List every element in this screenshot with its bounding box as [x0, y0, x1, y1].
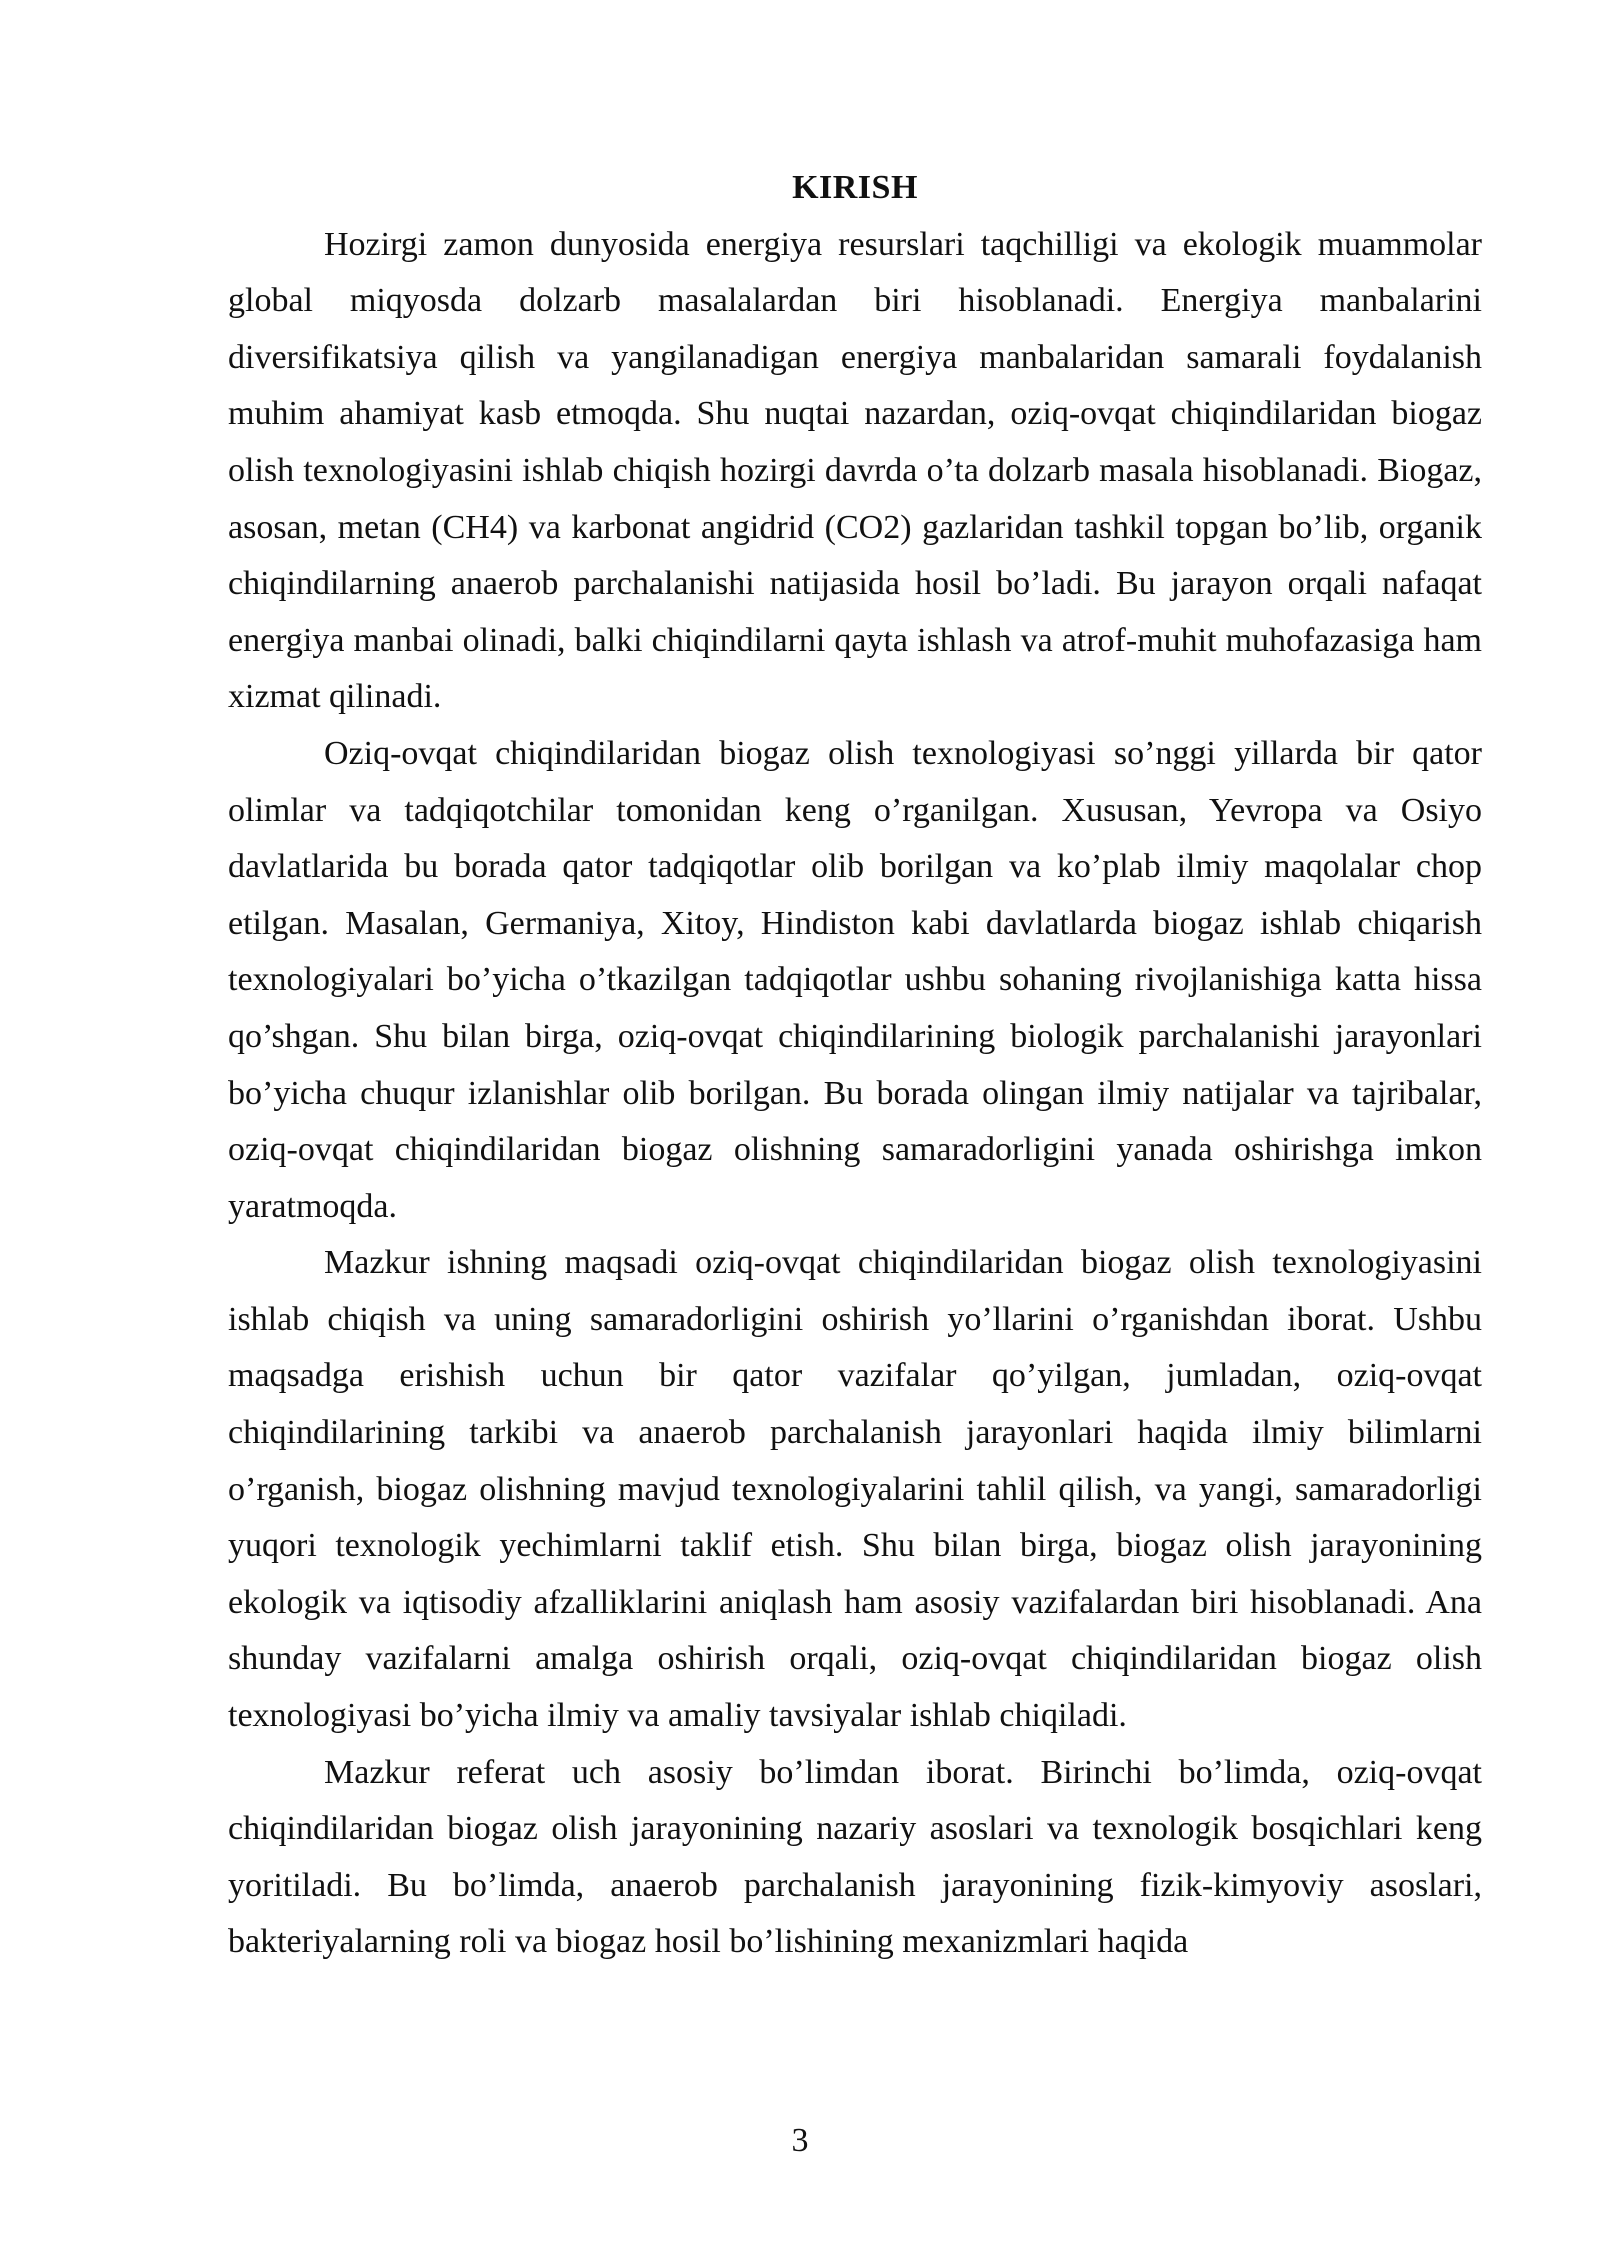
- page-number: 3: [791, 2122, 809, 2159]
- page-body: [228, 160, 1482, 1971]
- paragraph-introduction: Hozirgi zamon dunyosida energiya resurslari taqchilligi va ekologik muammolar global miqyosda dolzarb masalalardan biri hisoblanadi. Energiya manbalarini diversifikatsiya qilish va yangilanadigan energiya manbalaridan samarali foydalanish muhim ahamiyat kasb etmoqda. Shu nuqtai nazardan, oziq-ovqat chiqindilaridan biogaz olish texnologiyasini ishlab chiqish hozirgi davrda o’ta dolzarb masala hisoblanadi. Biogaz, asosan, metan (CH4) va karbonat angidrid (CO2) gazlaridan tashkil topgan bo’lib, organik chiqindilarning anaerob parchalanishi natijasida hosil bo’ladi. Bu jarayon orqali nafaqat energiya manbai olinadi, balki chiqindilarni qayta ishlash va atrof-muhit muhofazasiga ham xizmat qilinadi.: [228, 225, 1482, 716]
- paragraph-research-background: Oziq-ovqat chiqindilaridan biogaz olish texnologiyasi so’nggi yillarda bir qator olimlar va tadqiqotchilar tomonidan keng o’rganilgan. Xususan, Yevropa va Osiyo davlatlarida bu borada qator tadqiqotlar olib borilgan va ko’plab ilmiy maqolalar chop etilgan. Masalan, Germaniya, Xitoy, Hindiston kabi davlatlarda biogaz ishlab chiqarish texnologiyalari bo’yicha o’tkazilgan tadqiqotlar ushbu sohaning rivojlanishiga katta hissa qo’shgan. Shu bilan birga, oziq-ovqat chiqindilarining biologik parchalanishi jarayonlari bo’yicha chuqur izlanishlar olib borilgan. Bu borada olingan ilmiy natijalar va tajribalar, oziq-ovqat chiqindilaridan biogaz olishning samaradorligini yanada oshirishga imkon yaratmoqda.: [228, 734, 1482, 1225]
- section-heading: KIRISH: [792, 169, 918, 206]
- paragraph-aims-and-tasks: Mazkur ishning maqsadi oziq-ovqat chiqindilaridan biogaz olish texnologiyasini ishlab chiqish va uning samaradorligini oshirish yo’llarini o’rganishdan iborat. Ushbu maqsadga erishish uchun bir qator vazifalar qo’yilgan, jumladan, oziq-ovqat chiqindilarining tarkibi va anaerob parchalanish jarayonlari haqida ilmiy bilimlarni o’rganish, biogaz olishning mavjud texnologiyalarini tahlil qilish, va yangi, samaradorligi yuqori texnologik yechimlarni taklif etish. Shu bilan birga, biogaz olish jarayonining ekologik va iqtisodiy afzalliklarini aniqlash ham asosiy vazifalardan biri hisoblanadi. Ana shunday vazifalarni amalga oshirish orqali, oziq-ovqat chiqindilaridan biogaz olish texnologiyasi bo’yicha ilmiy va amaliy tavsiyalar ishlab chiqiladi.: [228, 1244, 1482, 1735]
- paragraph-structure: Mazkur referat uch asosiy bo’limdan iborat. Birinchi bo’limda, oziq-ovqat chiqindilaridan biogaz olish jarayonining nazariy asoslari va texnologik bosqichlari keng yoritiladi. Bu bo’limda, anaerob parchalanish jarayonining fizik-kimyoviy asoslari, bakteriyalarning roli va biogaz hosil bo’lishining mexanizmlari haqida: [228, 1753, 1482, 1961]
